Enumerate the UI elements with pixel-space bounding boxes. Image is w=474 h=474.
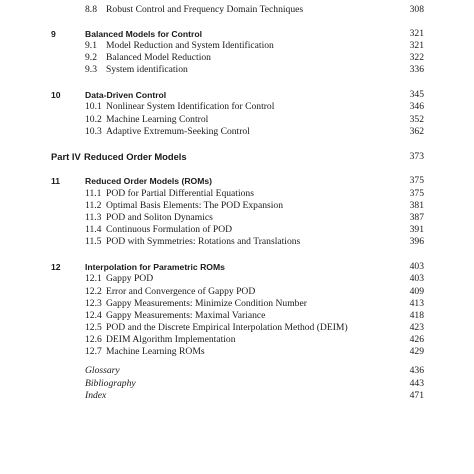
page-number: 345 [409, 89, 424, 100]
back-entry [0, 365, 474, 377]
chapter-entry [0, 28, 474, 40]
back-title: Bibliography [85, 378, 136, 389]
page-number: 409 [409, 286, 424, 297]
part-title: Reduced Order Models [84, 151, 187, 162]
page-number: 346 [409, 101, 424, 112]
section-number: 12.3 [85, 298, 102, 309]
section-entry [0, 126, 474, 138]
section-entry [0, 286, 474, 298]
section-title: POD and Soliton Dynamics [106, 212, 213, 223]
back-title: Glossary [85, 365, 120, 376]
section-entry [0, 40, 474, 52]
section-entry [0, 101, 474, 113]
chapter-number: 11 [51, 176, 61, 186]
back-title: Index [85, 390, 107, 401]
page-number: 418 [409, 310, 424, 321]
section-number: 8.8 [85, 4, 97, 15]
page-number: 375 [409, 188, 424, 199]
chapter-title: Balanced Models for Control [85, 29, 202, 39]
section-title: Gappy Measurements: Maximal Variance [106, 310, 266, 321]
section-entry [0, 224, 474, 236]
back-entry [0, 390, 474, 402]
section-title: Error and Convergence of Gappy POD [106, 286, 256, 297]
section-entry [0, 114, 474, 126]
page-number: 471 [409, 390, 424, 401]
section-title: Nonlinear System Identification for Control [106, 101, 275, 112]
section-entry [0, 334, 474, 346]
section-entry [0, 322, 474, 334]
page-number: 426 [409, 334, 424, 345]
section-title: Gappy POD [106, 273, 154, 284]
section-number: 11.3 [85, 212, 102, 223]
page-number: 381 [409, 200, 424, 211]
page-number: 423 [409, 322, 424, 333]
section-entry [0, 346, 474, 358]
page-number: 429 [409, 346, 424, 357]
chapter-entry [0, 261, 474, 273]
chapter-title: Reduced Order Models (ROMs) [85, 176, 213, 186]
page-number: 322 [409, 52, 424, 63]
section-number: 12.6 [85, 334, 102, 345]
page-number: 336 [409, 64, 424, 75]
part-number: Part IV [51, 151, 81, 162]
section-number: 9.1 [85, 40, 97, 51]
section-entry [0, 52, 474, 64]
section-title: POD for Partial Differential Equations [106, 188, 254, 199]
section-number: 10.1 [85, 101, 102, 112]
section-number: 12.7 [85, 346, 102, 357]
back-entry [0, 378, 474, 390]
chapter-entry [0, 175, 474, 187]
page-number: 362 [409, 126, 424, 137]
page-number: 391 [409, 224, 424, 235]
section-title: Gappy Measurements: Minimize Condition Number [106, 298, 307, 309]
section-number: 12.2 [85, 286, 102, 297]
section-title: Machine Learning Control [106, 114, 209, 125]
section-number: 12.1 [85, 273, 102, 284]
chapter-entry [0, 89, 474, 101]
section-number: 11.1 [85, 188, 102, 199]
section-entry [0, 273, 474, 285]
section-number: 11.2 [85, 200, 102, 211]
page-number: 403 [409, 273, 424, 284]
section-number: 12.5 [85, 322, 102, 333]
section-entry [0, 236, 474, 248]
page-number: 321 [409, 28, 424, 39]
section-number: 11.4 [85, 224, 102, 235]
section-number: 9.2 [85, 52, 97, 63]
chapter-number: 9 [51, 29, 56, 39]
section-title: DEIM Algorithm Implementation [106, 334, 236, 345]
part-entry [0, 151, 474, 163]
chapter-title: Interpolation for Parametric ROMs [85, 262, 225, 272]
section-number: 12.4 [85, 310, 102, 321]
page-number: 352 [409, 114, 424, 125]
page-number: 321 [409, 40, 424, 51]
page-number: 375 [409, 175, 424, 186]
page-number: 413 [409, 298, 424, 309]
page-number: 403 [409, 261, 424, 272]
section-title: POD and the Discrete Empirical Interpolation Method (DEIM) [106, 322, 348, 333]
section-title: Adaptive Extremum-Seeking Control [106, 126, 250, 137]
page-number: 308 [409, 4, 424, 15]
section-title: Optimal Basis Elements: The POD Expansion [106, 200, 284, 211]
section-title: Balanced Model Reduction [106, 52, 211, 63]
section-number: 10.3 [85, 126, 102, 137]
section-title: System identification [106, 64, 188, 75]
page-number: 387 [409, 212, 424, 223]
section-entry [0, 64, 474, 76]
section-entry [0, 4, 474, 16]
section-title: POD with Symmetries: Rotations and Translations [106, 236, 301, 247]
section-title: Model Reduction and System Identification [106, 40, 274, 51]
section-entry [0, 200, 474, 212]
page-number: 436 [409, 365, 424, 376]
section-title: Machine Learning ROMs [106, 346, 205, 357]
chapter-title: Data-Driven Control [85, 90, 167, 100]
section-entry [0, 310, 474, 322]
section-number: 9.3 [85, 64, 97, 75]
section-number: 11.5 [85, 236, 102, 247]
section-entry [0, 212, 474, 224]
section-title: Robust Control and Frequency Domain Techniques [106, 4, 304, 15]
chapter-number: 10 [51, 90, 61, 100]
page-number: 396 [409, 236, 424, 247]
page-number: 373 [409, 151, 424, 162]
section-entry [0, 298, 474, 310]
section-number: 10.2 [85, 114, 102, 125]
section-title: Continuous Formulation of POD [106, 224, 233, 235]
page-number: 443 [409, 378, 424, 389]
section-entry [0, 188, 474, 200]
chapter-number: 12 [51, 262, 61, 272]
